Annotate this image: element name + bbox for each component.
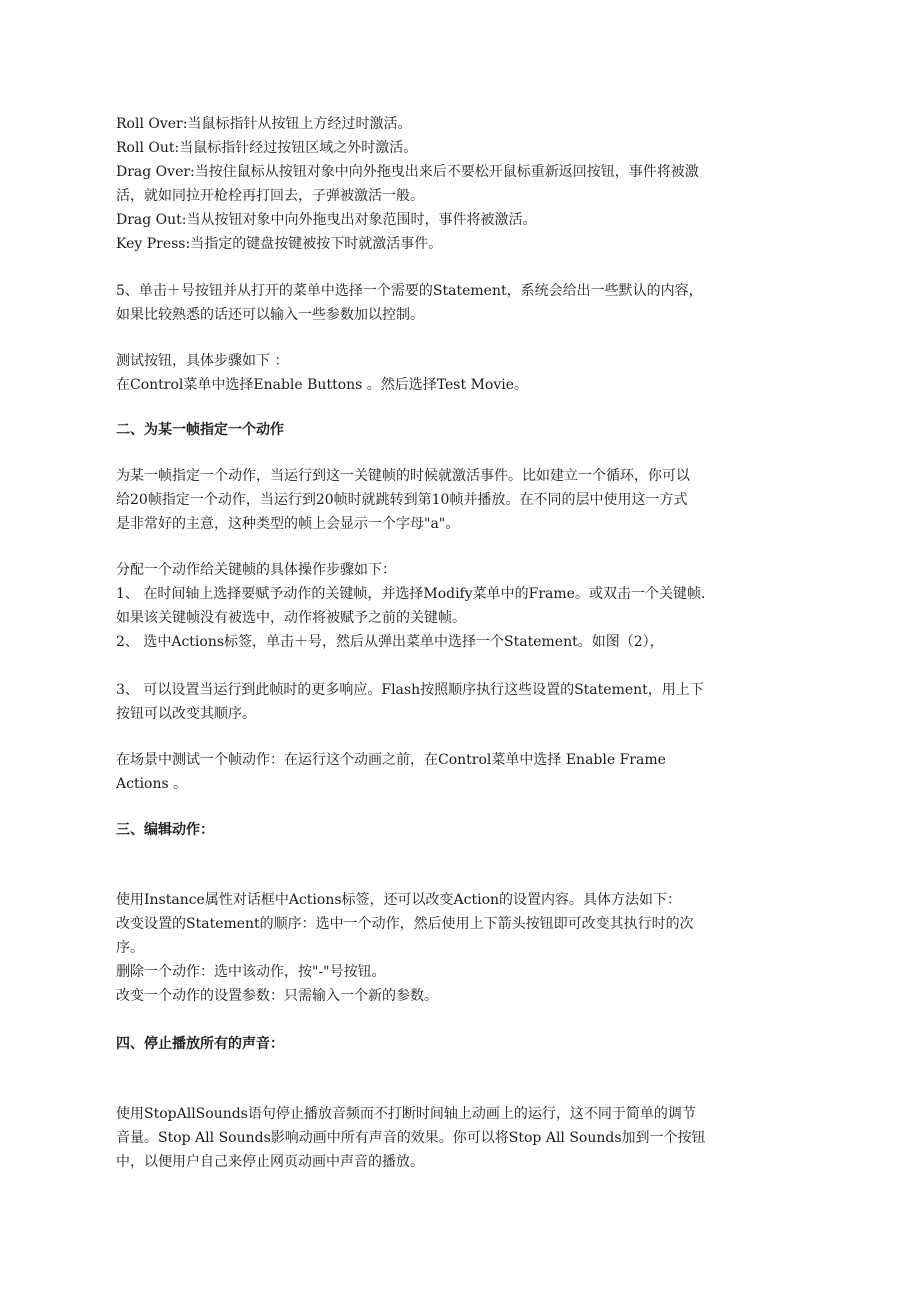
section-4-line-3: 中，以便用户自己来停止网页动画中声音的播放。 <box>116 1154 424 1170</box>
test-buttons-instruction: 在Control菜单中选择Enable Buttons 。然后选择Test Movie。 <box>116 377 529 393</box>
test-buttons-heading: 测试按钮，具体步骤如下 ： <box>116 353 289 369</box>
section-2-test-1: 在场景中测试一个帧动作：在运行这个动画之前，在Control菜单中选择 Enable Frame <box>116 752 666 768</box>
section-3-title: 三、编辑动作： <box>116 822 214 838</box>
section-3-line-2: 改变设置的Statement的顺序：选中一个动作，然后使用上下箭头按钮即可改变其执行时的次 <box>116 916 694 932</box>
event-drag-over-cont: 活，就如同拉开枪栓再打回去，子弹被激活一般。 <box>116 188 424 204</box>
section-4-line-1: 使用StopAllSounds语句停止播放音频而不打断时间轴上动画上的运行，这不同于简单的调节 <box>116 1106 696 1122</box>
event-drag-over: Drag Over:当按住鼠标从按钮对象中向外拖曳出来后不要松开鼠标重新返回按钮，事件将被激 <box>116 164 699 180</box>
section-2-steps-heading: 分配一个动作给关键帧的具体操作步骤如下： <box>116 562 396 578</box>
section-2-step-2: 2、 选中Actions标签，单击＋号，然后从弹出菜单中选择一个Statement。如图（2）， <box>116 634 664 650</box>
section-2-intro-3: 是非常好的主意，这种类型的帧上会显示一个字母"a"。 <box>116 516 460 532</box>
event-drag-out: Drag Out:当从按钮对象中向外拖曳出对象范围时，事件将被激活。 <box>116 212 537 228</box>
section-2-intro-2: 给20帧指定一个动作，当运行到20帧时就跳转到第10帧并播放。在不同的层中使用这一方式 <box>116 492 688 508</box>
section-3-line-3: 序。 <box>116 940 144 956</box>
section-4-title: 四、停止播放所有的声音： <box>116 1036 284 1052</box>
step5-line-2: 如果比较熟悉的话还可以输入一些参数加以控制。 <box>116 307 424 323</box>
section-2-step-3-cont: 按钮可以改变其顺序。 <box>116 706 256 722</box>
section-3-line-1: 使用Instance属性对话框中Actions标签，还可以改变Action的设置内容。具体方法如下： <box>116 892 682 908</box>
event-key-press: Key Press:当指定的键盘按键被按下时就激活事件。 <box>116 236 443 252</box>
section-2-title: 二、为某一帧指定一个动作 <box>116 422 284 438</box>
event-roll-over: Roll Over:当鼠标指针从按钮上方经过时激活。 <box>116 116 412 132</box>
section-2-test-2: Actions 。 <box>116 776 188 792</box>
event-roll-out: Roll Out:当鼠标指针经过按钮区域之外时激活。 <box>116 140 418 156</box>
section-3-line-5: 改变一个动作的设置参数：只需输入一个新的参数。 <box>116 988 438 1004</box>
section-2-step-1: 1、 在时间轴上选择要赋予动作的关键帧，并选择Modify菜单中的Frame。或双击一个关键帧. <box>116 586 706 602</box>
section-4-line-2: 音量。Stop All Sounds影响动画中所有声音的效果。你可以将Stop All Sounds加到一个按钮 <box>116 1130 706 1146</box>
section-2-step-3: 3、 可以设置当运行到此帧时的更多响应。Flash按照顺序执行这些设置的Statement，用上下 <box>116 682 704 698</box>
section-3-line-4: 删除一个动作：选中该动作，按"-"号按钮。 <box>116 964 386 980</box>
section-2-step-1-cont: 如果该关键帧没有被选中，动作将被赋予之前的关键帧。 <box>116 610 466 626</box>
step5-line-1: 5、单击＋号按钮并从打开的菜单中选择一个需要的Statement，系统会给出一些默认的内容， <box>116 283 703 299</box>
section-2-intro-1: 为某一帧指定一个动作，当运行到这一关键帧的时候就激活事件。比如建立一个循环，你可以 <box>116 468 690 484</box>
